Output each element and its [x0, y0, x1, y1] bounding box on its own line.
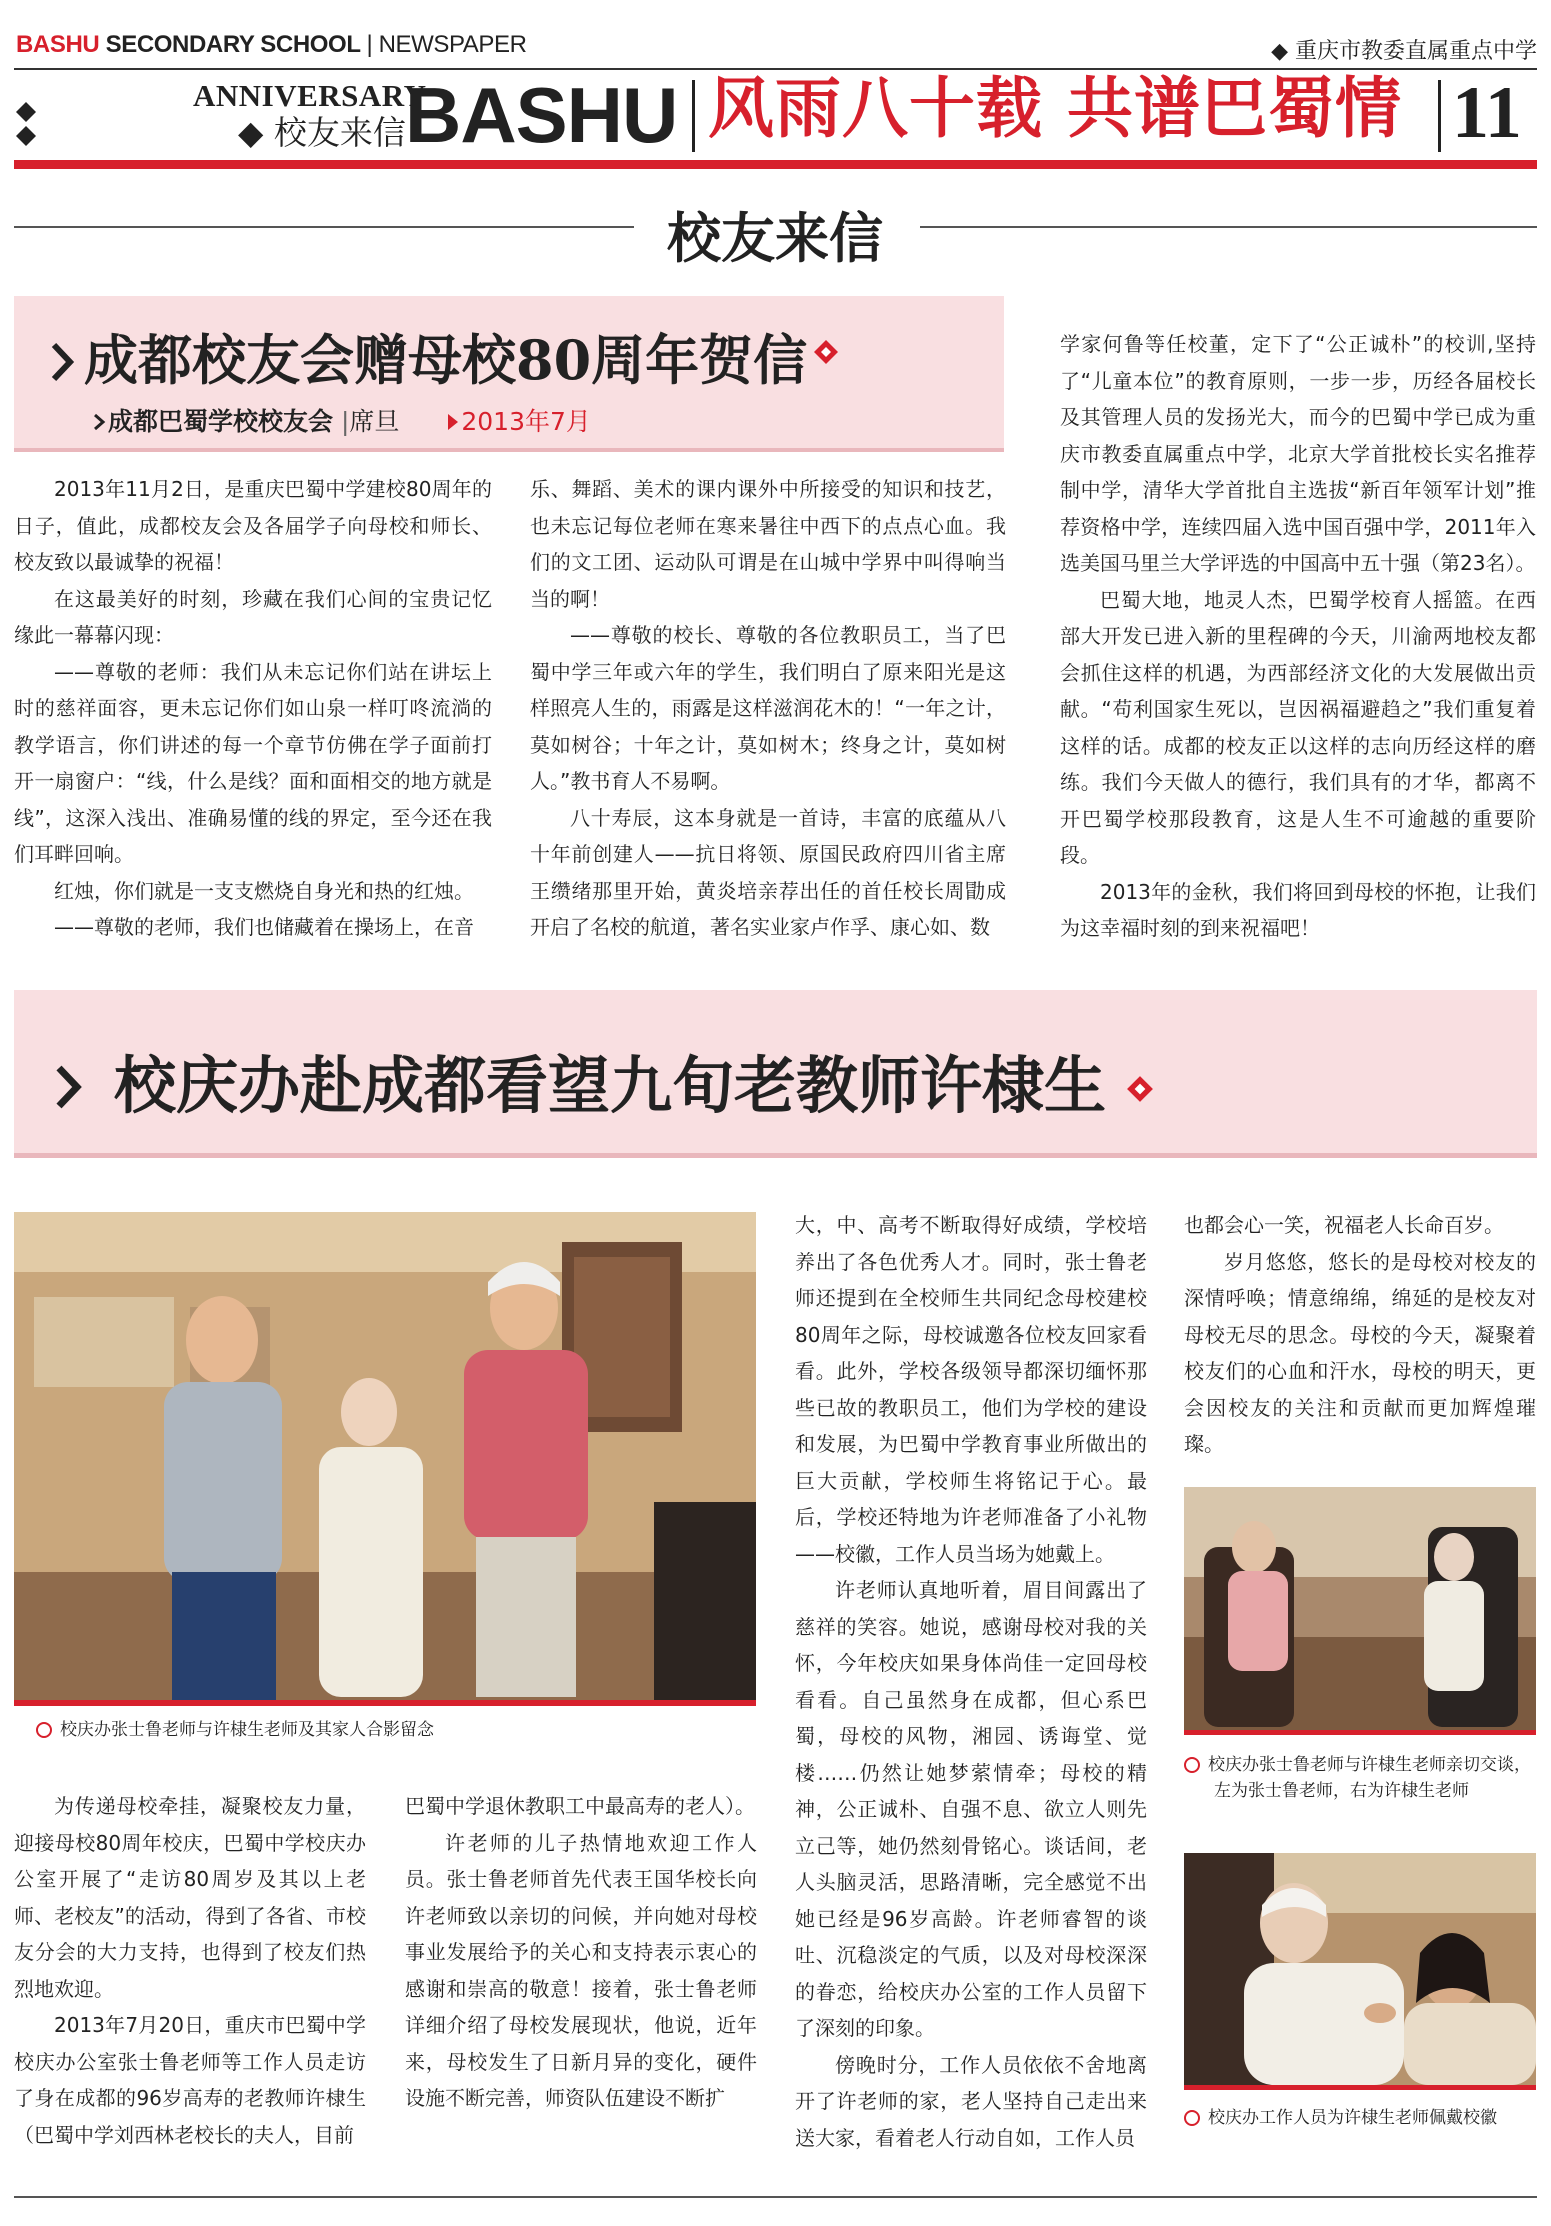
- badge-photo: [1184, 1853, 1536, 2085]
- photo-caption-rule: [1184, 1730, 1536, 1735]
- conversation-photo: [1184, 1487, 1536, 1730]
- group-photo-caption: [36, 1717, 736, 1743]
- article1-byline-date: 2013年7月: [461, 407, 591, 436]
- paragraph: 大，中、高考不断取得好成绩，学校培养出了各色优秀人才。同时，张士鲁老师还提到在全校师生共同纪念母校建校80周年之际，母校诚邀各位校友回家看看。此外，学校各级领导都深切缅怀那些已故的教职员工，他们为学校的建设和发展，为巴蜀中学教育事业所做出的巨大贡献，学校师生将铭记于心。最后，学校还特地为许老师准备了小礼物——校徽，工作人员当场为她戴上。: [795, 1213, 1147, 1566]
- article2-column-2: [405, 1788, 757, 2117]
- paragraph: 岁月悠悠，悠长的是母校对校友的深情呼唤；情意绵绵，绵延的是校友对母校无尽的思念。母校的今天，凝聚着校友们的心血和汗水，母校的明天，更会因校友的关注和贡献而更加辉煌璀璨。: [1184, 1249, 1536, 1456]
- page-number: 11: [1452, 72, 1522, 154]
- caption-text: 校庆办张士鲁老师与许棣生老师及其家人合影留念: [60, 1720, 434, 1740]
- paragraph: 乐、舞蹈、美术的课内课外中所接受的知识和技艺，也未忘记每位老师在寒来暑往中西下的点点心血。我们的文工团、运动队可谓是在山城中学界中叫得响当当的啊！: [530, 477, 1006, 611]
- chevron-right-icon: [52, 1061, 86, 1113]
- circle-bullet-icon: [36, 1722, 52, 1738]
- paragraph: 2013年的金秋，我们将回到母校的怀抱，让我们为这幸福时刻的到来祝福吧！: [1060, 879, 1536, 940]
- article1-column-1: [14, 471, 492, 946]
- paragraph: ——尊敬的老师：我们从未忘记你们站在讲坛上时的慈祥面容，更未忘记你们如山泉一样叮咚流淌的教学语言，你们讲述的每一个章节仿佛在学子面前打开一扇窗户：“线，什么是线？面和面相交的地方就是线”，这深入浅出、准确易懂的线的界定，至今还在我们耳畔回响。: [14, 659, 492, 866]
- masthead-bashu: BASHU: [405, 71, 678, 159]
- article2-headline-text: 校庆办赴成都看望九旬老教师许棣生: [114, 1049, 1107, 1122]
- badge-photo-image: [1184, 1853, 1536, 2085]
- photo-caption-rule: [1184, 2085, 1536, 2090]
- article2-column-1: [14, 1788, 366, 2153]
- article1-headline: [48, 318, 839, 395]
- article1-byline: [92, 402, 591, 438]
- paragraph: 学家何鲁等任校董，定下了“公正诚朴”的校训,坚持了“儿童本位”的教育原则，一步一步，历经各届校长及其管理人员的发扬光大，而今的巴蜀中学已成为重庆市教委直属重点中学，北京大学首批校长实名推荐制中学，清华大学首批自主选拔“新百年领军计划”推荐资格中学，连续四届入选中国百强中学，2011年入选美国马里兰大学评选的中国高中五十强（第23名）。: [1060, 332, 1536, 575]
- paragraph: 红烛，你们就是一支支燃烧自身光和热的红烛。: [54, 878, 474, 903]
- page-bottom-rule: [14, 2196, 1537, 2198]
- red-diamond-icon: [813, 339, 839, 365]
- circle-bullet-icon: [1184, 1757, 1200, 1773]
- article1-column-3: [1060, 326, 1536, 947]
- paragraph: ——尊敬的校长、尊敬的各位教职员工，当了巴蜀中学三年或六年的学生，我们明白了原来阳光是这样照亮人生的，雨露是这样滋润花木的！“一年之计，莫如树谷；十年之计，莫如树木；终身之计，莫如树人。”教书育人不易啊。: [530, 623, 1006, 793]
- group-photo-image: [14, 1212, 756, 1700]
- paragraph: 许老师的儿子热情地欢迎工作人员。张士鲁老师首先代表王国华校长向许老师致以亲切的问候，并向她对母校事业发展给予的关心和支持表示衷心的感谢和崇高的敬意！接着，张士鲁老师详细介绍了母校发展现状，他说，近年来，母校发生了日新月异的变化，硬件设施不断完善，师资队伍建设不断扩: [405, 1830, 757, 2110]
- group-photo: [14, 1212, 756, 1700]
- paragraph: 许老师认真地听着，眉目间露出了慈祥的笑容。她说，感谢母校对我的关怀，今年校庆如果身体尚佳一定回母校看看。自己虽然身在成都，但心系巴蜀，母校的风物，湘园、诱诲堂、觉楼……仍然让她梦萦情牵；母校的精神，公正诚朴、自强不息、欲立人则先立己等，她仍然刻骨铭心。谈话间，老人头脑灵活，思路清晰，完全感觉不出她已经是96岁高龄。许老师睿智的谈吐、沉稳淡定的气质，以及对母校深深的眷恋，给校庆办公室的工作人员留下了深刻的印象。: [795, 1578, 1147, 2040]
- article1-byline-sep: |: [340, 407, 350, 436]
- caption-text: 校庆办张士鲁老师与许棣生老师亲切交谈，: [1208, 1755, 1531, 1775]
- section-rule-right: [920, 226, 1537, 228]
- section-rule-left: [14, 226, 634, 228]
- masthead-school-rest: SECONDARY SCHOOL: [99, 31, 361, 58]
- conversation-photo-image: [1184, 1487, 1536, 1730]
- paragraph: 八十寿辰，这本身就是一首诗，丰富的底蕴从八十年前创建人——抗日将领、原国民政府四川省主席王缵绪那里开始，黄炎培亲荐出任的首任校长周勖成开启了名校的航道，著名实业家卢作孚、康心如、数: [530, 805, 1006, 939]
- circle-bullet-icon: [1184, 2110, 1200, 2126]
- paragraph: 在这最美好的时刻，珍藏在我们心间的宝贵记忆缘此一幕幕闪现：: [14, 586, 492, 647]
- masthead-school-name: [16, 31, 527, 59]
- double-diamond-icon: [12, 100, 40, 148]
- masthead-column-name: ◆ 校友来信: [238, 113, 406, 152]
- article1-header-band-edge: [14, 448, 1004, 452]
- conversation-photo-caption: [1184, 1752, 1544, 1804]
- article2-header-band-edge: [14, 1153, 1537, 1158]
- masthead-red-rule: [14, 160, 1537, 169]
- masthead-anniversary: ANNIVERSARY: [193, 78, 427, 113]
- article1-headline-text: 成都校友会赠母校80周年贺信: [84, 328, 808, 392]
- red-arrow-icon: [445, 412, 461, 432]
- paragraph: ——尊敬的老师，我们也储藏着在操场上，在音: [54, 915, 474, 939]
- red-diamond-icon: [1126, 1075, 1154, 1103]
- masthead-right-tag: ◆ 重庆市教委直属重点中学: [1271, 39, 1537, 64]
- article2-headline: [52, 1036, 1154, 1125]
- masthead-school-red: BASHU: [16, 31, 100, 58]
- article2-column-4: [1184, 1207, 1536, 1463]
- paragraph: 巴蜀中学退休教职工中最高寿的老人）。: [405, 1794, 755, 1818]
- caption-text-line2: 左为张士鲁老师，右为许棣生老师: [1214, 1781, 1469, 1801]
- masthead-slogan: 风雨八十载 共谱巴蜀情: [708, 70, 1402, 147]
- masthead-divider: [692, 80, 695, 152]
- paragraph: 巴蜀大地，地灵人杰，巴蜀学校育人摇篮。在西部大开发已进入新的里程碑的今天，川渝两地校友都会抓住这样的机遇，为西部经济文化的大发展做出贡献。“苟利国家生死以，岂因祸福避趋之”我们重复着这样的话。成都的校友正以这样的志向历经这样的磨练。我们今天做人的德行，我们具有的才华，都离不开巴蜀学校那段教育，这是人生不可逾越的重要阶段。: [1060, 587, 1536, 867]
- paragraph: 也都会心一笑，祝福老人长命百岁。: [1184, 1213, 1504, 1237]
- paragraph: 傍晚时分，工作人员依依不舍地离开了许老师的家，老人坚持自己走出来送大家，看着老人行动自如，工作人员: [795, 2052, 1147, 2150]
- chevron-right-icon: [92, 412, 108, 432]
- masthead-separator: |: [366, 31, 373, 58]
- paragraph: 2013年11月2日，是重庆巴蜀中学建校80周年的日子，值此，成都校友会及各届学子向母校和师长、校友致以最诚挚的祝福！: [14, 477, 492, 574]
- section-title: 校友来信: [667, 206, 883, 270]
- masthead-newspaper: NEWSPAPER: [378, 31, 527, 58]
- badge-photo-caption: [1184, 2105, 1544, 2131]
- article1-column-2: [530, 471, 1006, 946]
- article1-byline-org: 成都巴蜀学校校友会: [108, 407, 334, 436]
- article1-byline-author: 席旦: [349, 407, 400, 436]
- paragraph: 为传递母校牵挂，凝聚校友力量，迎接母校80周年校庆，巴蜀中学校庆办公室开展了“走访80周岁及其以上老师、老校友”的活动，得到了各省、市校友分会的大力支持，也得到了校友们热烈地欢迎。: [14, 1794, 366, 2001]
- caption-text: 校庆办工作人员为许棣生老师佩戴校徽: [1208, 2108, 1497, 2128]
- chevron-right-icon: [48, 339, 78, 385]
- photo-caption-rule: [14, 1700, 756, 1706]
- paragraph: 2013年7月20日，重庆市巴蜀中学校庆办公室张士鲁老师等工作人员走访了身在成都的96岁高寿的老教师许棣生（巴蜀中学刘西林老校长的夫人，目前: [14, 2013, 366, 2147]
- article2-column-3: [795, 1207, 1147, 2156]
- masthead-divider: [1438, 80, 1441, 152]
